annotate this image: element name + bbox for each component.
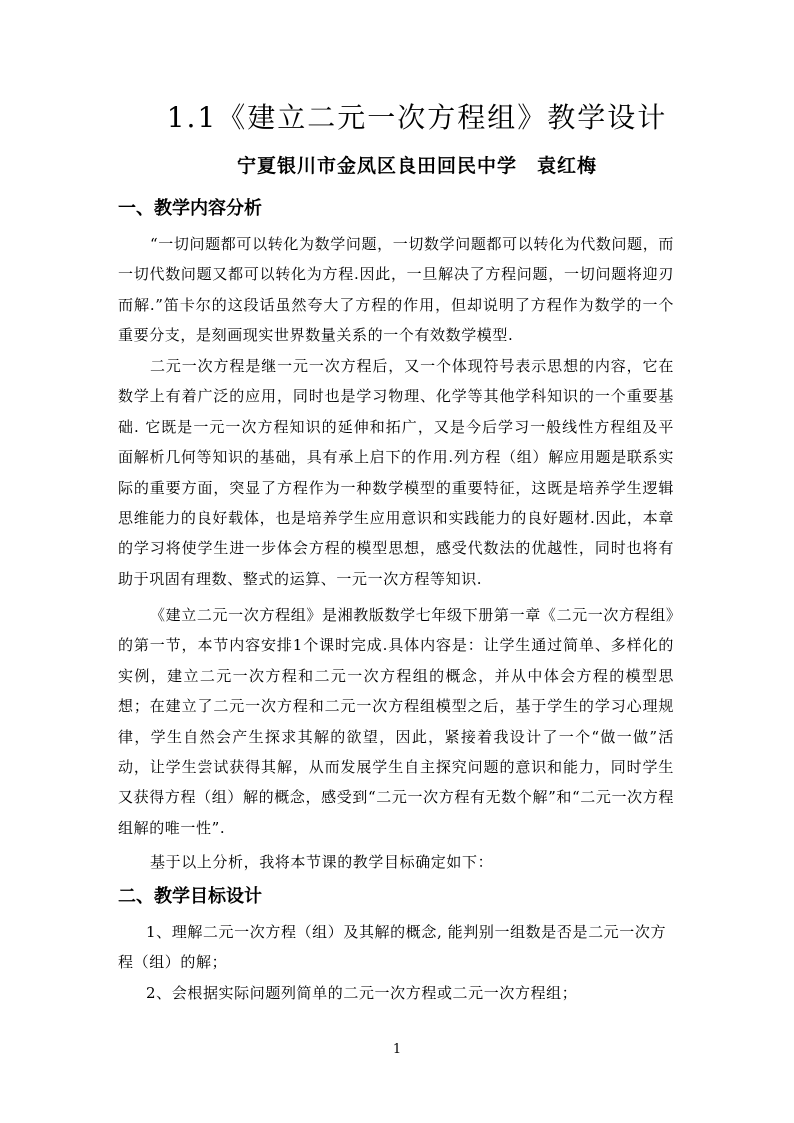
page-number: 1 xyxy=(392,1042,402,1057)
objective-item-1: 1、理解二元一次方程（组）及其解的概念, 能判别一组数是否是二元一次方程（组）的解； xyxy=(118,923,667,972)
paragraph-descartes-quote: “一切问题都可以转化为数学问题，一切数学问题都可以转化为代数问题，而一切代数问题又都可以转化为方程.因此，一旦解决了方程问题，一切问题将迎刃而解.”笛卡尔的这段话虽然夸大了方程的作用，但却说明了方程作为数学的一个重要分支，是刻画现实世界数量关系的一个有效数学模型. xyxy=(118,235,674,345)
section-heading-content-analysis: 一、教学内容分析 xyxy=(118,198,262,219)
paragraph-lesson-content: 《建立二元一次方程组》是湘教版数学七年级下册第一章《二元一次方程组》的第一节，本节内容安排1个课时完成.具体内容是：让学生通过简单、多样化的实例，建立二元一次方程和二元一次方程组的概念，并从中体会方程的模型思想；在建立了二元一次方程和二元一次方程组模型之后，基于学生的学习心理规律，学生自然会产生探求其解的欲望，因此，紧接着我设计了一个“做一做”活动，让学生尝试获得其解，从而发展学生自主探究问题的意识和能力，同时学生又获得方程（组）解的概念，感受到“二元一次方程有无数个解”和“二元一次方程组解的唯一性”. xyxy=(118,606,674,837)
objective-item-2: 2、会根据实际问题列简单的二元一次方程或二元一次方程组； xyxy=(146,984,578,1002)
paragraph-linear-equations-importance: 二元一次方程是继一元一次方程后，又一个体现符号表示思想的内容，它在数学上有着广泛的应用，同时也是学习物理、化学等其他学科知识的一个重要基础. 它既是一元一次方程知识的延伸和拓广，又是今后学习一般线性方程组及平面解析几何等知识的基础，具有承上启下的作用.列方程（组）解应用题是联系实际的重要方面，突显了方程作为一种数学模型的重要特征，这既是培养学生逻辑思维能力的良好载体，也是培养学生应用意识和实践能力的良好题材.因此，本章的学习将使学生进一步体会方程的模型思想，感受代数法的优越性，同时也将有助于巩固有理数、整式的运算、一元一次方程等知识. xyxy=(118,357,674,588)
section-heading-teaching-objectives: 二、教学目标设计 xyxy=(118,886,262,907)
paragraph-objectives-intro: 基于以上分析，我将本节课的教学目标确定如下： xyxy=(150,853,494,871)
document-author: 宁夏银川市金凤区良田回民中学 袁红梅 xyxy=(236,155,597,177)
document-title: 1.1《建立二元一次方程组》教学设计 xyxy=(166,101,668,134)
